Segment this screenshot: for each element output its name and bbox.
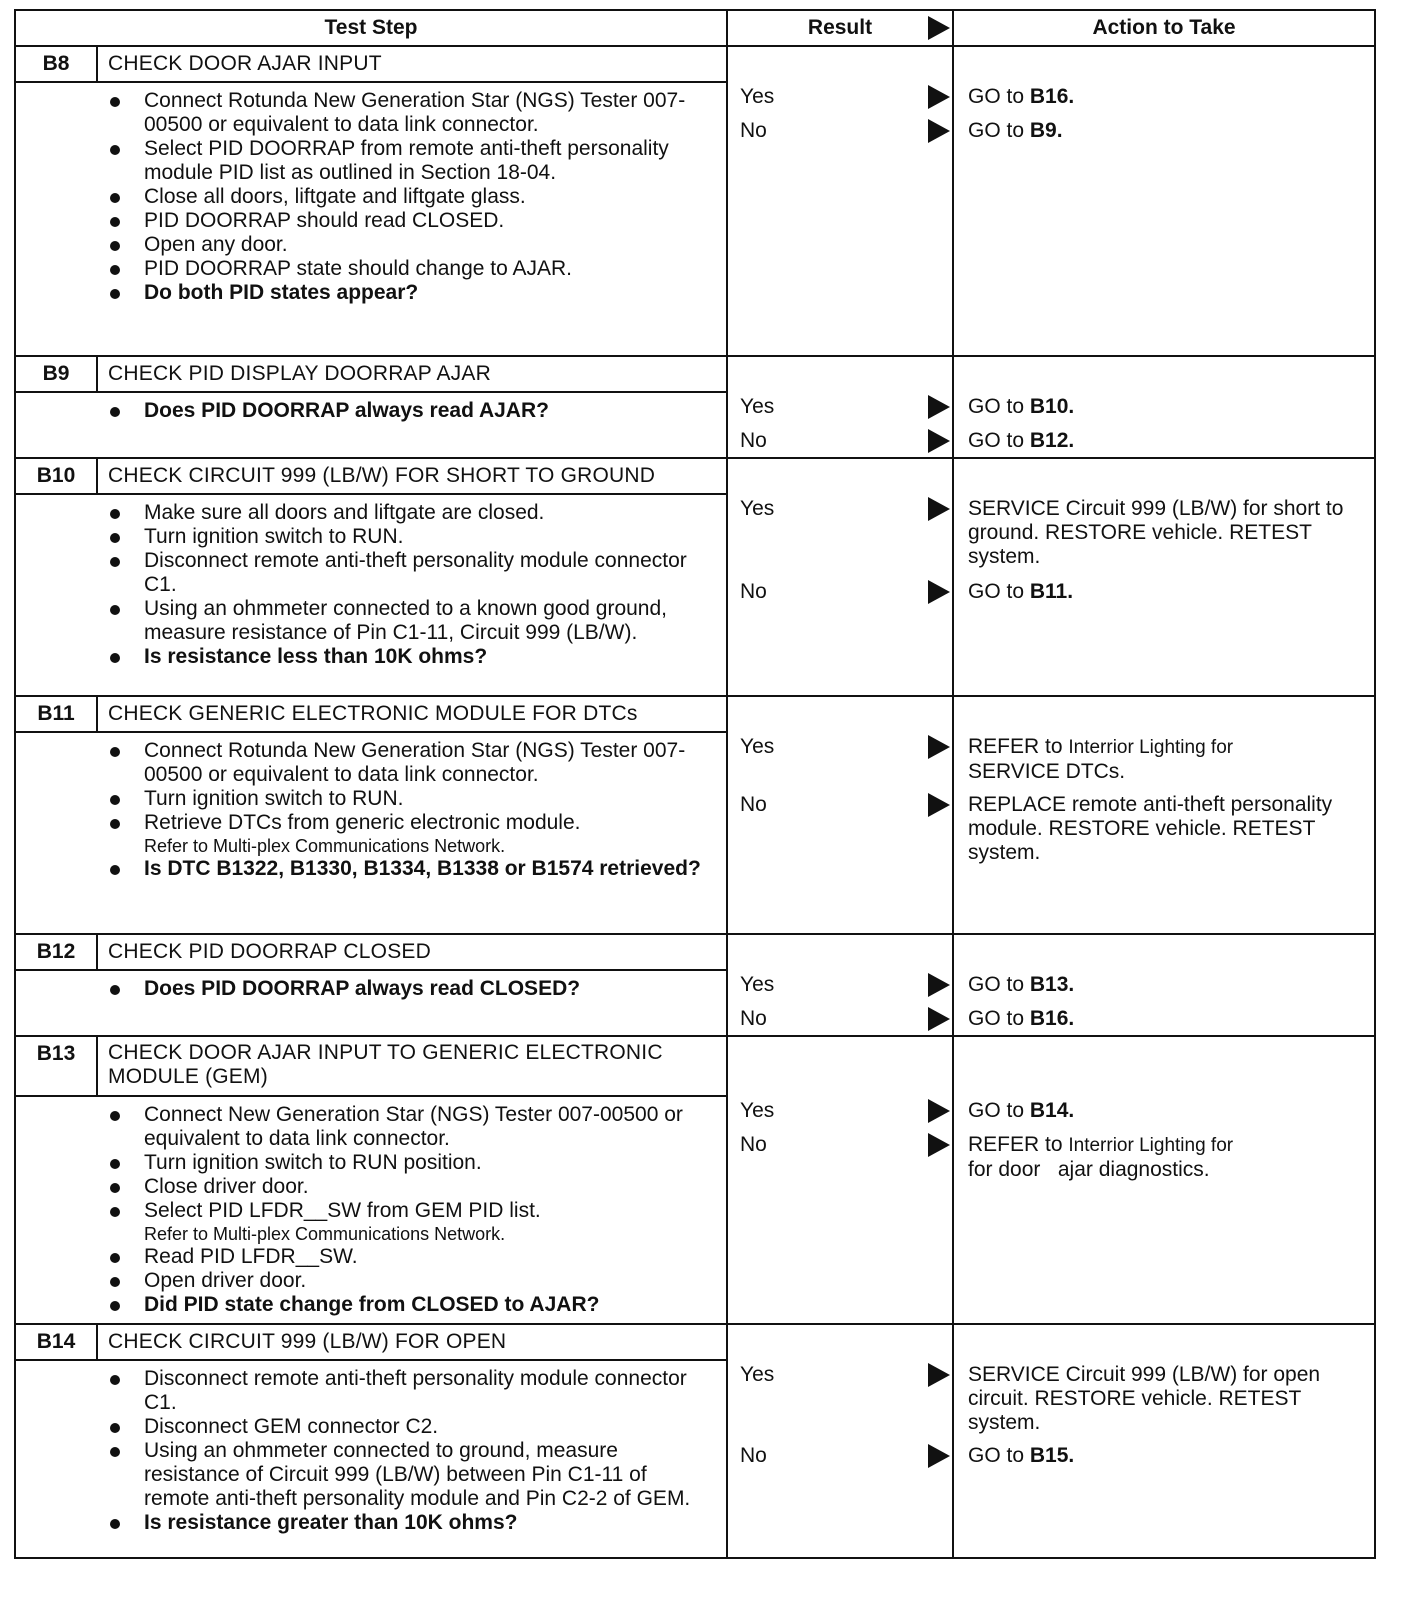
result-no: No (740, 1132, 952, 1158)
list-item: Using an ohmmeter connected to a known good ground, measure resistance of Pin C1-11, Circuit 999 (LB/W). (144, 597, 716, 645)
header-row (15, 10, 1375, 46)
list-item: Turn ignition switch to RUN. (144, 787, 716, 811)
result-no: No (740, 792, 952, 818)
action-no: GO to B11. (968, 580, 1074, 603)
list-item-question: Do both PID states appear? (144, 281, 716, 305)
list-item-question: Did PID state change from CLOSED to AJAR? (144, 1293, 716, 1317)
action-yes: GO to B13. (968, 973, 1075, 996)
list-item-question: Does PID DOORRAP always read AJAR? (144, 399, 716, 423)
arrow-right-icon (928, 85, 950, 109)
result-cell (727, 1324, 953, 1558)
step-row-b8-title (15, 46, 1375, 82)
list-item: Connect Rotunda New Generation Star (NGS) Tester 007-00500 or equivalent to data link connector. (144, 89, 716, 137)
step-body (15, 494, 727, 696)
step-row-b14-title (15, 1324, 1375, 1360)
list-item: Select PID DOORRAP from remote anti-theft personality module PID list as outlined in Section 18-04. (144, 137, 716, 185)
bullet-list (16, 733, 726, 887)
step-title: CHECK PID DISPLAY DOORRAP AJAR (97, 356, 727, 392)
action-no: GO to B15. (968, 1444, 1075, 1467)
step-title: CHECK CIRCUIT 999 (LB/W) FOR SHORT TO GROUND (97, 458, 727, 494)
arrow-right-icon (928, 580, 950, 604)
result-cell (727, 46, 953, 356)
result-cell (727, 696, 953, 934)
list-item: Connect New Generation Star (NGS) Tester 007-00500 or equivalent to data link connector. (144, 1103, 716, 1151)
result-yes: Yes (740, 84, 952, 110)
bullet-list (16, 1097, 726, 1323)
step-body (15, 732, 727, 934)
action-yes: SERVICE Circuit 999 (LB/W) for open circuit. RESTORE vehicle. RETEST system. (968, 1363, 1321, 1434)
arrow-right-icon (928, 1363, 950, 1387)
list-item: Open driver door. (144, 1269, 716, 1293)
step-title: CHECK GENERIC ELECTRONIC MODULE FOR DTCs (97, 696, 727, 732)
result-yes: Yes (740, 972, 952, 998)
step-title: CHECK DOOR AJAR INPUT (97, 46, 727, 82)
step-body (15, 1360, 727, 1558)
action-no: GO to B16. (968, 1007, 1075, 1030)
list-item: Connect Rotunda New Generation Star (NGS) Tester 007-00500 or equivalent to data link connector. (144, 739, 716, 787)
list-item: Turn ignition switch to RUN. (144, 525, 716, 549)
action-cell (953, 1324, 1375, 1558)
list-item: Using an ohmmeter connected to ground, measure resistance of Circuit 999 (LB/W) between Pin C1-11 of remote anti-theft personality module and Pin C2-2 of GEM. (144, 1439, 716, 1511)
action-cell (953, 458, 1375, 696)
list-item-question: Does PID DOORRAP always read CLOSED? (144, 977, 716, 1001)
step-row-b13-title (15, 1036, 1375, 1096)
list-item: Turn ignition switch to RUN position. (144, 1151, 716, 1175)
result-cell (727, 458, 953, 696)
action-yes: REFER to Interrior Lighting for SERVICE DTCs. (968, 735, 1234, 783)
action-cell (953, 356, 1375, 458)
arrow-right-icon (928, 793, 950, 817)
step-body (15, 1096, 727, 1324)
bullet-list (16, 495, 726, 675)
list-item: Make sure all doors and liftgate are closed. (144, 501, 716, 525)
action-yes: GO to B16. (968, 85, 1075, 108)
result-yes: Yes (740, 734, 952, 760)
list-item: Disconnect remote anti-theft personality module connector C1. (144, 549, 716, 597)
arrow-right-icon (928, 735, 950, 759)
list-item: PID DOORRAP state should change to AJAR. (144, 257, 716, 281)
action-cell (953, 1036, 1375, 1324)
arrow-right-icon (928, 1007, 950, 1031)
list-item: Retrieve DTCs from generic electronic module. Refer to Multi-plex Communications Network. (144, 811, 716, 857)
list-item: Disconnect remote anti-theft personality module connector C1. (144, 1367, 716, 1415)
diagnostic-table (14, 9, 1376, 1559)
action-cell (953, 934, 1375, 1036)
bullet-list (16, 83, 726, 311)
action-no: GO to B9. (968, 119, 1063, 142)
step-row-b9-title (15, 356, 1375, 392)
step-id: B8 (15, 46, 97, 82)
list-item: Read PID LFDR__SW. (144, 1245, 716, 1269)
list-item: Select PID LFDR__SW from GEM PID list. Refer to Multi-plex Communications Network. (144, 1199, 716, 1245)
result-cell (727, 356, 953, 458)
action-yes: GO to B14. (968, 1099, 1075, 1122)
step-id: B12 (15, 934, 97, 970)
action-cell (953, 46, 1375, 356)
arrow-right-icon (928, 429, 950, 453)
arrow-right-icon (928, 119, 950, 143)
step-title: CHECK PID DOORRAP CLOSED (97, 934, 727, 970)
list-item-question: Is resistance greater than 10K ohms? (144, 1511, 716, 1535)
arrow-right-icon (928, 1099, 950, 1123)
action-no: REPLACE remote anti-theft personality module. RESTORE vehicle. RETEST system. (968, 793, 1333, 864)
step-id: B11 (15, 696, 97, 732)
arrow-right-icon (928, 973, 950, 997)
action-yes: GO to B10. (968, 395, 1075, 418)
step-row-b12-title (15, 934, 1375, 970)
list-item: Close driver door. (144, 1175, 716, 1199)
list-item-question: Is DTC B1322, B1330, B1334, B1338 or B1574 retrieved? (144, 857, 716, 881)
action-cell (953, 696, 1375, 934)
result-yes: Yes (740, 496, 952, 522)
arrow-right-icon (928, 395, 950, 419)
step-body (15, 392, 727, 458)
step-id: B13 (15, 1036, 97, 1096)
list-item: Disconnect GEM connector C2. (144, 1415, 716, 1439)
bullet-list (16, 971, 726, 1007)
result-no: No (740, 428, 952, 454)
step-body (15, 82, 727, 356)
header-test-step: Test Step (15, 10, 727, 46)
step-id: B10 (15, 458, 97, 494)
step-title: CHECK DOOR AJAR INPUT TO GENERIC ELECTRONIC MODULE (GEM) (97, 1036, 727, 1096)
action-no: REFER to Interrior Lighting for for door ajar diagnostics. (968, 1133, 1234, 1181)
arrow-right-icon (928, 1133, 950, 1157)
result-cell (727, 934, 953, 1036)
arrow-right-icon (928, 16, 950, 40)
result-yes: Yes (740, 394, 952, 420)
result-no: No (740, 1443, 952, 1469)
result-yes: Yes (740, 1098, 952, 1124)
list-item: PID DOORRAP should read CLOSED. (144, 209, 716, 233)
action-no: GO to B12. (968, 429, 1075, 452)
bullet-list (16, 1361, 726, 1541)
step-id: B14 (15, 1324, 97, 1360)
header-result: Result (727, 10, 953, 46)
step-row-b10-title (15, 458, 1375, 494)
list-item: Open any door. (144, 233, 716, 257)
arrow-right-icon (928, 497, 950, 521)
result-cell (727, 1036, 953, 1324)
result-no: No (740, 579, 952, 605)
step-body (15, 970, 727, 1036)
bullet-list (16, 393, 726, 429)
step-title: CHECK CIRCUIT 999 (LB/W) FOR OPEN (97, 1324, 727, 1360)
result-no: No (740, 118, 952, 144)
header-action: Action to Take (953, 10, 1375, 46)
list-item: Close all doors, liftgate and liftgate glass. (144, 185, 716, 209)
step-id: B9 (15, 356, 97, 392)
result-no: No (740, 1006, 952, 1032)
step-row-b11-title (15, 696, 1375, 732)
action-yes: SERVICE Circuit 999 (LB/W) for short to ground. RESTORE vehicle. RETEST system. (968, 497, 1344, 568)
result-yes: Yes (740, 1362, 952, 1388)
list-item-question: Is resistance less than 10K ohms? (144, 645, 716, 669)
arrow-right-icon (928, 1444, 950, 1468)
